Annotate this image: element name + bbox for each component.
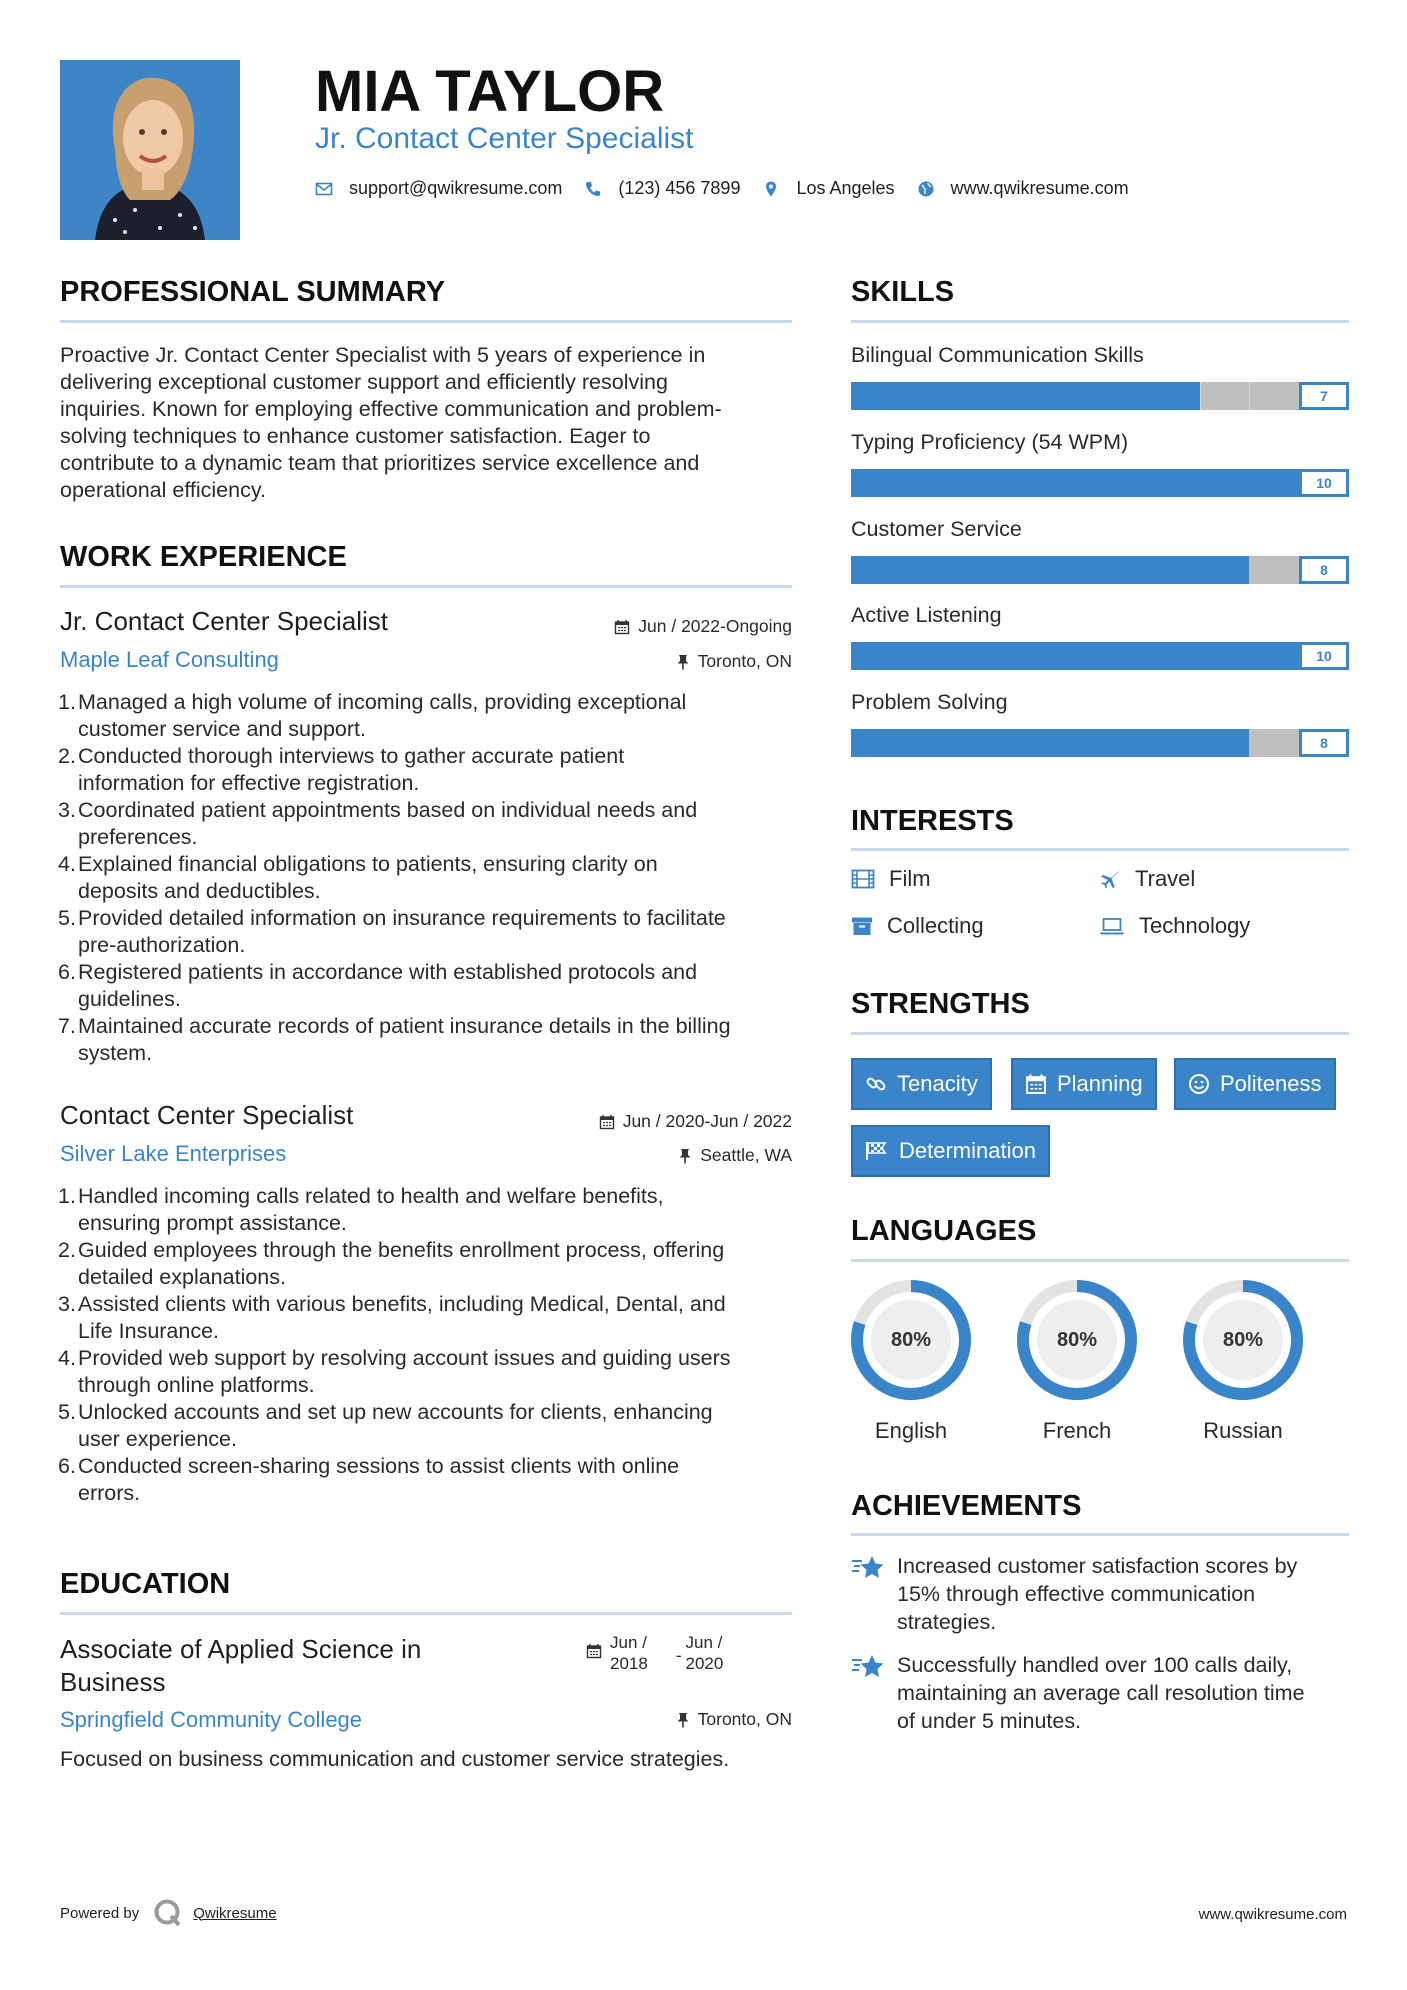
- job-company[interactable]: Silver Lake Enterprises: [60, 1141, 287, 1166]
- globe-icon: [917, 180, 935, 198]
- list-item: 2. Conducted thorough interviews to gather accurate patient information for effective registration.: [58, 744, 625, 795]
- skill-bar-fill: [851, 642, 1349, 670]
- education-location: [676, 1709, 792, 1730]
- job-location-text: Seattle, WA: [700, 1145, 792, 1165]
- summary-line: inquiries. Known for employing effective communication and problem-: [60, 397, 722, 421]
- achievements-heading: ACHIEVEMENTS: [851, 1490, 1082, 1522]
- education-dates: [586, 1632, 723, 1674]
- qwikresume-link[interactable]: Qwikresume: [193, 1904, 277, 1922]
- job-date-text: Jun / 2020-Jun / 2022: [622, 1111, 792, 1131]
- skill-label: Customer Service: [851, 517, 1022, 541]
- education-description: Focused on business communication and customer service strategies.: [60, 1747, 730, 1771]
- list-item: 1. Handled incoming calls related to health and welfare benefits, ensuring prompt assistance.: [58, 1184, 664, 1235]
- summary-text: [60, 342, 800, 504]
- list-item: 6. Registered patients in accordance with established protocols and guidelines.: [58, 960, 698, 1011]
- laptop-icon: [1099, 916, 1125, 936]
- contact-email[interactable]: support@qwikresume.com: [349, 178, 563, 198]
- pushpin-icon: [678, 1148, 692, 1164]
- job-title: Contact Center Specialist: [60, 1100, 354, 1130]
- star-icon: [851, 1554, 885, 1582]
- list-item: 3. Assisted clients with various benefits, including Medical, Dental, and Life Insurance.: [58, 1292, 726, 1343]
- calendar-icon: [599, 1114, 615, 1130]
- calendar-icon: [614, 619, 630, 635]
- summary-line: operational efficiency.: [60, 478, 266, 502]
- summary-heading: PROFESSIONAL SUMMARY: [60, 276, 446, 308]
- archive-icon: [851, 916, 873, 936]
- interests-divider: [851, 848, 1349, 851]
- powered-by-text: Powered by: [60, 1904, 140, 1922]
- map-pin-icon: [762, 180, 780, 198]
- strength-label: Tenacity: [897, 1071, 978, 1096]
- language-russian: [1181, 1278, 1305, 1443]
- experience-divider: [60, 585, 792, 588]
- skills-divider: [851, 320, 1349, 323]
- job-location: [678, 1145, 792, 1166]
- language-name: English: [874, 1418, 948, 1443]
- achievement-text: Increased customer satisfaction scores by 15% through effective communication strategies.: [897, 1554, 1298, 1634]
- skill-bar-fill: [851, 469, 1349, 497]
- skill-bar-fill: [851, 729, 1249, 757]
- skills-heading: SKILLS: [851, 276, 955, 308]
- candidate-name: MIA TAYLOR: [315, 59, 665, 124]
- strength-label: Planning: [1057, 1071, 1143, 1096]
- job-responsibilities: [60, 1183, 800, 1507]
- skill-bar-fill: [851, 382, 1200, 410]
- summary-line: Proactive Jr. Contact Center Specialist with 5 years of experience in: [60, 343, 706, 367]
- skill-bar: [851, 729, 1349, 757]
- job-location: [676, 651, 792, 672]
- education-end-date: Jun / 2020: [685, 1633, 724, 1673]
- achievement-item: [851, 1552, 1351, 1636]
- skill-label: Problem Solving: [851, 690, 1008, 714]
- summary-line: solving techniques to enhance customer satisfaction. Eager to: [60, 424, 651, 448]
- contact-location: Los Angeles: [796, 178, 895, 198]
- skill-label: Bilingual Communication Skills: [851, 343, 1144, 367]
- education-location-text: Toronto, ON: [697, 1709, 792, 1729]
- languages-divider: [851, 1259, 1349, 1262]
- language-percent: 80%: [890, 1328, 932, 1351]
- plane-icon: [1099, 869, 1121, 889]
- degree-title: [60, 1633, 421, 1699]
- star-icon: [851, 1653, 885, 1681]
- candidate-title: Jr. Contact Center Specialist: [315, 122, 694, 155]
- job-company[interactable]: Maple Leaf Consulting: [60, 647, 279, 672]
- interest-technology: [1099, 913, 1250, 939]
- skill-bar-segment: [1200, 382, 1201, 410]
- list-item: 2. Guided employees through the benefits enrollment process, offering detailed explanations.: [58, 1238, 725, 1289]
- languages-heading: LANGUAGES: [851, 1215, 1037, 1247]
- strengths-heading: STRENGTHS: [851, 988, 1030, 1020]
- experience-heading: WORK EXPERIENCE: [60, 541, 347, 573]
- interest-label: Film: [889, 866, 931, 891]
- smile-icon: [1188, 1073, 1210, 1095]
- education-start-date: Jun / 2018: [610, 1633, 648, 1673]
- pushpin-icon: [676, 654, 690, 670]
- job-date: [599, 1111, 792, 1132]
- profile-photo: [60, 60, 240, 240]
- flag-icon: [865, 1141, 889, 1161]
- interest-film: [851, 866, 931, 892]
- strength-determination: [851, 1125, 1050, 1177]
- contact-bar: [315, 178, 1151, 199]
- strength-tenacity: [851, 1058, 992, 1110]
- language-french: [1015, 1278, 1139, 1443]
- education-divider: [60, 1612, 792, 1615]
- list-item: 3. Coordinated patient appointments based on individual needs and preferences.: [58, 798, 698, 849]
- job-title: Jr. Contact Center Specialist: [60, 606, 389, 636]
- contact-phone[interactable]: (123) 456 7899: [618, 178, 741, 198]
- achievement-item: [851, 1651, 1351, 1735]
- achievement-text: Successfully handled over 100 calls daily, maintaining an average call resolution time of under 5 minutes.: [897, 1653, 1305, 1733]
- summary-line: delivering exceptional customer support and efficiently resolving: [60, 370, 668, 394]
- list-item: 4. Provided web support by resolving account issues and guiding users through online platforms.: [58, 1346, 731, 1397]
- skill-level-badge: 8: [1299, 729, 1349, 757]
- skill-bar-fill: [851, 556, 1249, 584]
- summary-line: contribute to a dynamic team that prioritizes service excellence and: [60, 451, 700, 475]
- calendar-icon: [586, 1643, 602, 1659]
- degree-line: Business: [60, 1667, 166, 1697]
- pushpin-icon: [676, 1712, 690, 1728]
- skill-bar: [851, 382, 1349, 410]
- language-english: [849, 1278, 973, 1443]
- contact-website[interactable]: www.qwikresume.com: [950, 178, 1129, 198]
- interest-label: Technology: [1139, 913, 1251, 938]
- strength-politeness: [1174, 1058, 1336, 1110]
- film-icon: [851, 869, 875, 889]
- list-item: 7. Maintained accurate records of patient insurance details in the billing system.: [58, 1014, 731, 1065]
- skill-level-badge: 8: [1299, 556, 1349, 584]
- list-item: 1. Managed a high volume of incoming calls, providing exceptional customer service and support.: [58, 690, 687, 741]
- strength-label: Determination: [899, 1138, 1036, 1163]
- school-name[interactable]: Springfield Community College: [60, 1707, 363, 1732]
- skill-level-badge: 10: [1299, 642, 1349, 670]
- interest-label: Collecting: [887, 913, 984, 938]
- job-responsibilities: [60, 689, 800, 1067]
- list-item: 6. Conducted screen-sharing sessions to assist clients with online errors.: [58, 1454, 680, 1505]
- skill-label: Typing Proficiency (54 WPM): [851, 430, 1129, 454]
- degree-line: Associate of Applied Science in: [60, 1634, 422, 1664]
- strength-planning: [1011, 1058, 1157, 1110]
- interest-travel: [1099, 866, 1195, 892]
- job-location-text: Toronto, ON: [697, 651, 792, 671]
- skill-level-badge: 10: [1299, 469, 1349, 497]
- phone-icon: [584, 180, 602, 198]
- skill-bar: [851, 469, 1349, 497]
- skill-level-badge: 7: [1299, 382, 1349, 410]
- strengths-divider: [851, 1032, 1349, 1035]
- skill-bar-segment: [1249, 382, 1250, 410]
- education-heading: EDUCATION: [60, 1568, 231, 1600]
- envelope-icon: [315, 180, 333, 198]
- footer-powered-by: [60, 1898, 277, 1928]
- list-item: 5. Provided detailed information on insurance requirements to facilitate pre-authorization.: [58, 906, 726, 957]
- date-separator: -: [675, 1646, 682, 1665]
- link-icon: [865, 1073, 887, 1095]
- strength-label: Politeness: [1220, 1071, 1322, 1096]
- language-name: Russian: [1203, 1418, 1283, 1443]
- skill-bar: [851, 556, 1349, 584]
- achievements-divider: [851, 1533, 1349, 1536]
- skill-bar: [851, 642, 1349, 670]
- calendar-icon: [1025, 1073, 1047, 1095]
- list-item: 5. Unlocked accounts and set up new accounts for clients, enhancing user experience.: [58, 1400, 713, 1451]
- language-percent: 80%: [1056, 1328, 1098, 1351]
- interest-label: Travel: [1135, 866, 1196, 891]
- job-date: [614, 616, 792, 637]
- interest-collecting: [851, 913, 984, 939]
- qwikresume-logo-icon: [153, 1898, 183, 1928]
- footer-website[interactable]: www.qwikresume.com: [1198, 1906, 1347, 1923]
- interests-heading: INTERESTS: [851, 805, 1014, 837]
- list-item: 4. Explained financial obligations to patients, ensuring clarity on deposits and deductibles.: [58, 852, 658, 903]
- summary-divider: [60, 320, 792, 323]
- skill-label: Active Listening: [851, 603, 1002, 627]
- language-name: French: [1042, 1418, 1112, 1443]
- language-percent: 80%: [1222, 1328, 1264, 1351]
- job-date-text: Jun / 2022-Ongoing: [638, 616, 792, 636]
